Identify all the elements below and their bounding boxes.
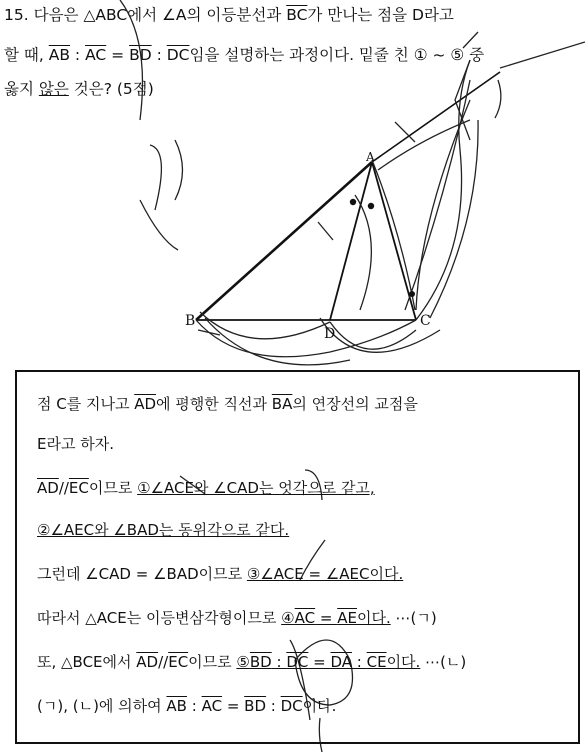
proof-line-6: 따라서 △ACE는 이등변삼각형이므로 ④AC = AE이다. ⋯(ㄱ) [37, 609, 437, 627]
emphasis-not: 않은 [38, 80, 69, 98]
proof-line-8: (ㄱ), (ㄴ)에 의하여 $\overline{AB}$ : $\overline{AC} = \overline{BD}$ : $\overline{DC}$이다. [37, 697, 337, 715]
statement-4: ④AC = AE이다. [281, 609, 391, 627]
point-d-label: D [324, 326, 336, 342]
proof-line-2: E라고 하자. [37, 435, 114, 453]
problem-line-3: 옳지 않은 것은? (5점) [4, 80, 154, 98]
proof-box [15, 370, 580, 744]
statement-1: ①∠ACE와 ∠CAD는 엇각으로 같고, [137, 479, 375, 497]
tag-a: ⋯(ㄱ) [390, 609, 437, 627]
proof-line-5: 그런데 ∠CAD = ∠BAD이므로 ③∠ACE = ∠AEC이다. [37, 565, 404, 583]
problem-number: 15. [4, 6, 29, 24]
vertex-b-label: B [185, 313, 196, 329]
proof-line-3: $\overline{AD}//\overline{EC}$이므로 ①∠ACE와 ∠CAD는 엇각으로 같고, [37, 479, 375, 497]
tag-b: ⋯(ㄴ) [420, 653, 467, 671]
proof-line-1: 점 C를 지나고 $\overline{AD}$에 평행한 직선과 $\overline{BA}$의 연장선의 교점을 [37, 395, 418, 413]
problem-line-2: 할 때, $\overline{AB}$ : $\overline{AC} = \overline{BD}$ : $\overline{DC}$임을 설명하는 과정이다. 밑줄 친 ① ~ ⑤ 중 [4, 46, 485, 64]
angle-mark-dot-1 [350, 199, 356, 205]
angle-mark-dot-2 [368, 203, 374, 209]
extension-ba [372, 72, 500, 162]
statement-2: ②∠AEC와 ∠BAD는 동위각으로 같다. [37, 521, 290, 539]
proof-line-4 [37, 520, 289, 540]
statement-3: ③∠ACE = ∠AEC이다. [246, 565, 404, 583]
problem-line-1: 15. 다음은 △ABC에서 ∠A의 이등분선과 $\overline{BC}$가 만나는 점을 D라고 [4, 6, 454, 24]
proof-line-7: 또, △BCE에서 $\overline{AD}//\overline{EC}$이므로 ⑤BD : DC = DA : CE이다. ⋯(ㄴ) [37, 653, 467, 671]
side-ab [196, 162, 372, 320]
segment-bc: $\overline{BC}$ [286, 6, 308, 24]
bisector-ad [330, 162, 372, 320]
angle-mark-dot-3 [409, 291, 415, 297]
statement-5: ⑤BD : DC = DA : CE이다. [236, 653, 421, 671]
vertex-c-label: C [420, 313, 431, 329]
vertex-a-label: A [366, 150, 375, 164]
